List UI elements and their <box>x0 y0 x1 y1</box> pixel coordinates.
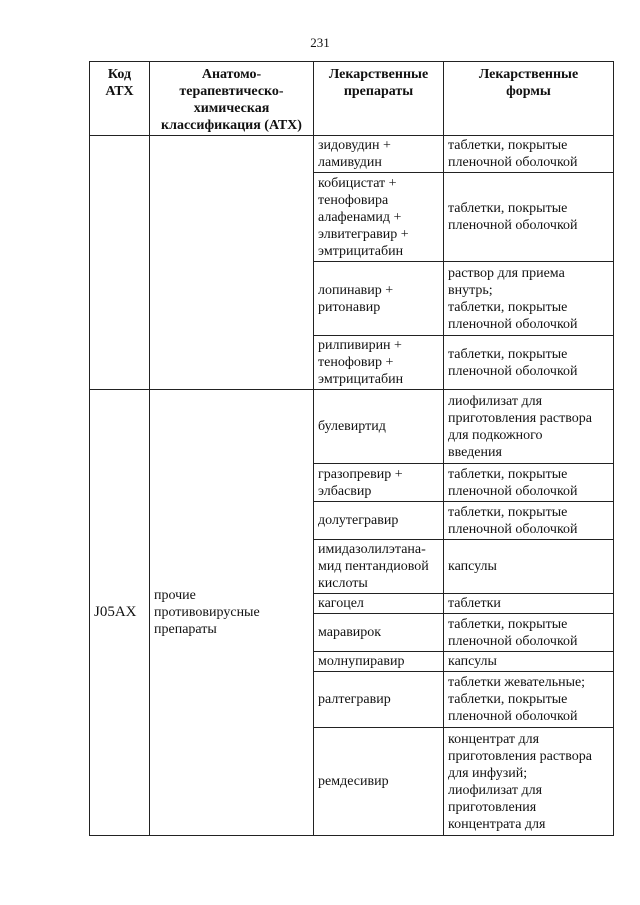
drug-name: маравирок <box>314 614 444 652</box>
table-row <box>90 136 614 173</box>
drug-name: зидовудин + ламивудин <box>314 136 444 173</box>
drug-form: таблетки, покрытые пленочной оболочкой <box>444 464 614 502</box>
drug-name: булевиртид <box>314 390 444 464</box>
drug-name: рилпивирин + тенофовир + эмтрицитабин <box>314 336 444 390</box>
page-number: 231 <box>310 35 330 50</box>
drug-name: кобицистат + тенофовира алафенамид + элвитегравир + эмтрицитабин <box>314 173 444 262</box>
drug-table <box>89 61 614 836</box>
drug-name: гразопревир + элбасвир <box>314 464 444 502</box>
atc-code-cell <box>90 136 150 390</box>
drug-name: лопинавир + ритонавир <box>314 262 444 336</box>
table-row <box>90 390 614 464</box>
drug-name: долутегравир <box>314 502 444 540</box>
drug-form: таблетки, покрытые пленочной оболочкой <box>444 502 614 540</box>
classification-cell: прочие противовирусные препараты <box>150 390 314 836</box>
atc-code-cell: J05AX <box>90 390 150 836</box>
classification-cell <box>150 136 314 390</box>
drug-name: имидазолилэтана- мид пентандиовой кислоты <box>314 540 444 594</box>
drug-form: капсулы <box>444 540 614 594</box>
drug-form: концентрат для приготовления раствора для инфузий; лиофилизат для приготовления концентрата для <box>444 728 614 836</box>
drug-name: ралтегравир <box>314 672 444 728</box>
drug-form: таблетки <box>444 594 614 614</box>
drug-form: таблетки, покрытые пленочной оболочкой <box>444 136 614 173</box>
drug-form: раствор для приема внутрь; таблетки, покрытые пленочной оболочкой <box>444 262 614 336</box>
drug-name: молнупиравир <box>314 652 444 672</box>
drug-form: таблетки жевательные; таблетки, покрытые пленочной оболочкой <box>444 672 614 728</box>
drug-form: таблетки, покрытые пленочной оболочкой <box>444 173 614 262</box>
header-code: Код АТХ <box>90 62 150 136</box>
drug-form: капсулы <box>444 652 614 672</box>
table-header-row <box>90 62 614 136</box>
drug-form: лиофилизат для приготовления раствора для подкожного введения <box>444 390 614 464</box>
header-forms: Лекарственные формы <box>444 62 614 136</box>
header-drugs: Лекарственные препараты <box>314 62 444 136</box>
drug-name: ремдесивир <box>314 728 444 836</box>
header-classification: Анатомо- терапевтическо- химическая классификация (АТХ) <box>150 62 314 136</box>
drug-form: таблетки, покрытые пленочной оболочкой <box>444 614 614 652</box>
drug-name: кагоцел <box>314 594 444 614</box>
drug-form: таблетки, покрытые пленочной оболочкой <box>444 336 614 390</box>
